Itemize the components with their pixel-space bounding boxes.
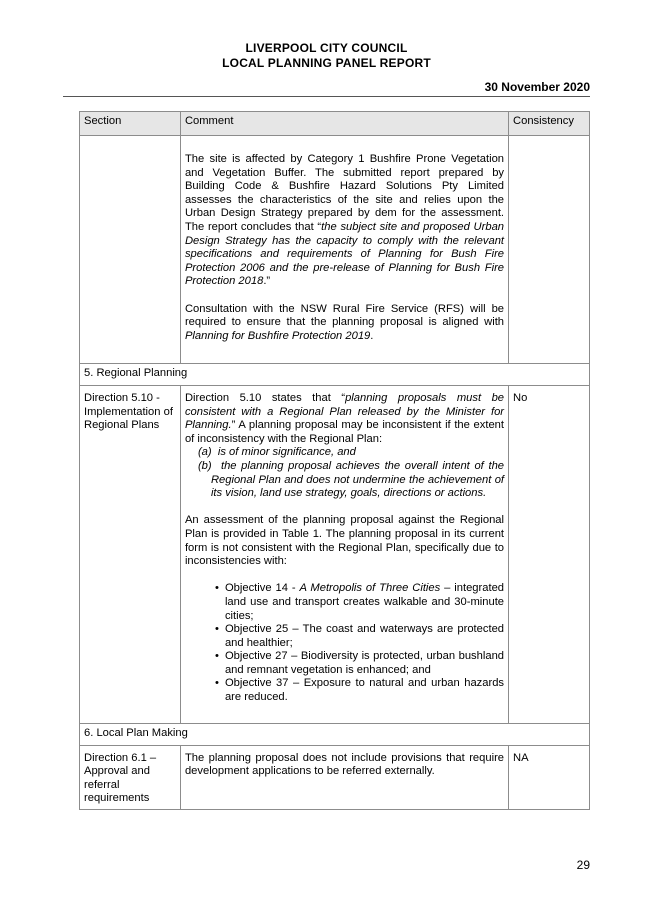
section-cell: Direction 6.1 – Approval and referral requirements: [80, 745, 181, 809]
council-name: LIVERPOOL CITY COUNCIL: [245, 41, 408, 55]
list-item: • Objective 14 - A Metropolis of Three Cities – integrated land use and transport creates walkable and 30-minute cities;: [214, 582, 505, 622]
list-item: (a) is of minor significance, and: [197, 446, 356, 459]
list-item: • Objective 27 – Biodiversity is protected, urban bushland and remnant vegetation is enhanced; and: [214, 650, 505, 676]
comment-cell: [180, 386, 508, 724]
section-cell: [80, 136, 181, 364]
consistency-cell: [509, 136, 590, 364]
objectives-list: [185, 582, 504, 704]
section-heading-row: [80, 364, 590, 386]
consistency-cell: No: [509, 386, 590, 724]
report-date: 30 November 2020: [484, 80, 590, 94]
direction-intro: Direction 5.10 states that “planning proposals must be consistent with a Regional Plan released by the Minister for Planning.” A planning proposal may be inconsistent if the extent of inconsistency with the Regional Plan:: [184, 392, 505, 445]
bullet-icon: •: [214, 650, 219, 663]
bushfire-paragraph: The site is affected by Category 1 Bushfire Prone Vegetation and Vegetation Buffer. The submitted report prepared by Building Code & Bushfire Hazard Solutions Pty Limited assesses the characteristics of the site and relies upon the Urban Design Strategy prepared by dem for the assessment. The report concludes that “the subject site and proposed Urban Design Strategy has the capacity to comply with the relevant specifications and requirements of Planning for Bush Fire Protection 2006 and the pre-release of Planning for Bush Fire Protection 2018.”: [184, 153, 505, 288]
comment-cell: [180, 136, 508, 364]
section-heading-regional-planning: 5. Regional Planning: [80, 364, 590, 386]
assessment-paragraph: An assessment of the planning proposal against the Regional Plan is provided in Table 1. The planning proposal in its current form is not consistent with the Regional Plan, specifically due to inconsistencies with:: [184, 514, 505, 568]
planning-consistency-table: [79, 111, 590, 810]
bullet-icon: •: [214, 623, 219, 636]
bullet-icon: •: [214, 677, 219, 690]
section-cell: Direction 5.10 - Implementation of Regional Plans: [80, 386, 181, 724]
rfs-consultation-paragraph: Consultation with the NSW Rural Fire Service (RFS) will be required to ensure that the planning proposal is aligned with Planning for Bushfire Protection 2019.: [184, 302, 505, 342]
list-item: • Objective 37 – Exposure to natural and urban hazards are reduced.: [214, 677, 505, 704]
column-header-section: Section: [80, 112, 181, 136]
header-divider: [63, 96, 590, 97]
list-item: (b) the planning proposal achieves the overall intent of the Regional Plan and does not undermine the achievement of its vision, land use strategy, goals, directions or actions.: [197, 459, 505, 500]
comment-cell: The planning proposal does not include provisions that require development applications to be referred externally.: [180, 745, 508, 809]
inconsistency-conditions-list: [185, 446, 504, 500]
column-header-consistency: Consistency: [509, 112, 590, 136]
bullet-icon: •: [214, 582, 219, 595]
column-header-comment: Comment: [180, 112, 508, 136]
table-row-direction-5-10: [80, 386, 590, 724]
list-item: • Objective 25 – The coast and waterways are protected and healthier;: [214, 623, 505, 649]
report-title: LOCAL PLANNING PANEL REPORT: [222, 56, 431, 70]
consistency-cell: NA: [509, 745, 590, 809]
section-heading-row: [80, 723, 590, 745]
section-heading-local-plan-making: 6. Local Plan Making: [80, 723, 590, 745]
table-row-bushfire: [80, 136, 590, 364]
page-number: 29: [576, 858, 590, 872]
table-header-row: [80, 112, 590, 136]
table-row-direction-6-1: [80, 745, 590, 809]
